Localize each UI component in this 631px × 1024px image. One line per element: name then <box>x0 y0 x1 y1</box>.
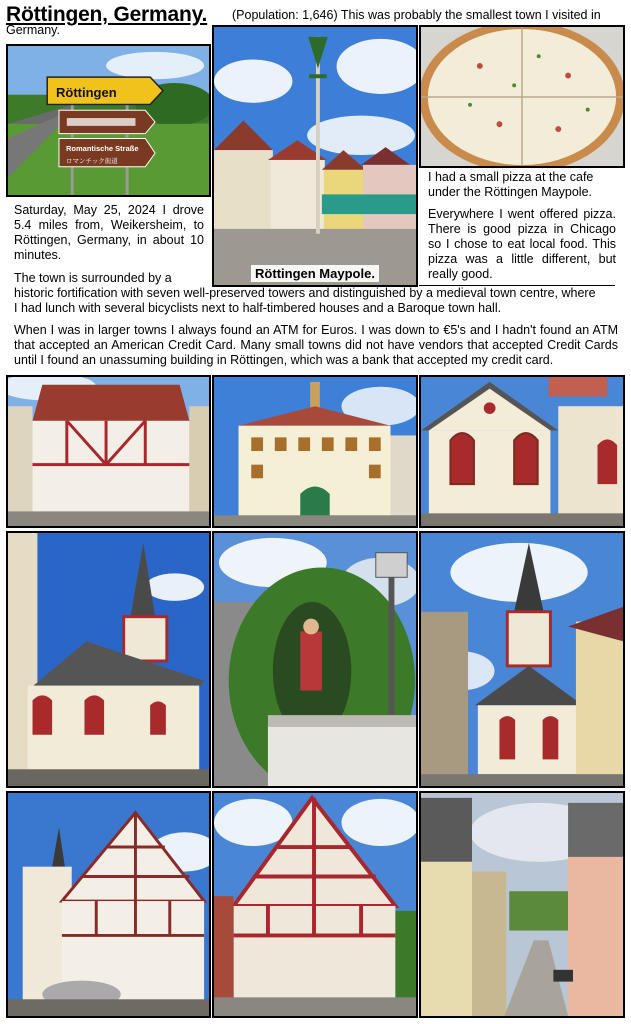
half-timbered-house-photo <box>6 375 211 528</box>
trip-text: Saturday, May 25, 2024 I drove 5.4 miles from, Weikersheim, to Röttingen, Germany, in about 10 minutes. <box>14 203 204 262</box>
red-timber-house-photo <box>212 791 418 1018</box>
maypole-caption: Röttingen Maypole. <box>251 265 379 282</box>
half-timbered-gable-photo <box>6 791 211 1018</box>
town-sign-photo <box>6 44 211 197</box>
sign-romantic-road-text: Romantische Straße <box>66 144 139 153</box>
pizza-text: Everywhere I went offered pizza. There is good pizza in Chicago so I chose to eat local food. This pizza was a little different, but really good. <box>428 207 616 281</box>
church-side-photo <box>419 531 625 788</box>
maypole-photo <box>212 25 418 287</box>
town-text-line2: historic fortification with seven well-preserved towers and distinguished by a medieval town centre, where <box>14 286 596 300</box>
jesus-statue-photo <box>212 531 418 788</box>
town-text-line1: The town is surrounded by a <box>14 271 172 285</box>
sign-roettingen-text: Röttingen <box>56 85 117 100</box>
street-view-photo <box>419 791 625 1018</box>
atm-text: When I was in larger towns I always found an ATM for Euros. I was down to €5's and I hadn't found an ATM that accepted an American Credit Card. Many small towns did not have vendors that accepted Credit Cards until I found an unassuming building in Röttingen, which was a bank that accepted my credit card. <box>14 323 618 367</box>
church-tower-photo <box>6 531 211 788</box>
town-text-line3: I had lunch with several bicyclists next to half-timbered houses and a Baroque town hall. <box>14 301 502 315</box>
population-intro-cont: Germany. <box>6 23 60 37</box>
pizza-caption: I had a small pizza at the cafe under the Röttingen Maypole. <box>428 170 594 199</box>
church-facade-photo <box>419 375 625 528</box>
population-intro: (Population: 1,646) This was probably the smallest town I visited in <box>232 8 601 22</box>
pizza-photo <box>419 25 625 168</box>
town-hall-photo <box>212 375 418 528</box>
sign-romantic-road-jp-text: ロマンチック街道 <box>66 158 118 165</box>
page-title: Röttingen, Germany. <box>6 3 208 26</box>
